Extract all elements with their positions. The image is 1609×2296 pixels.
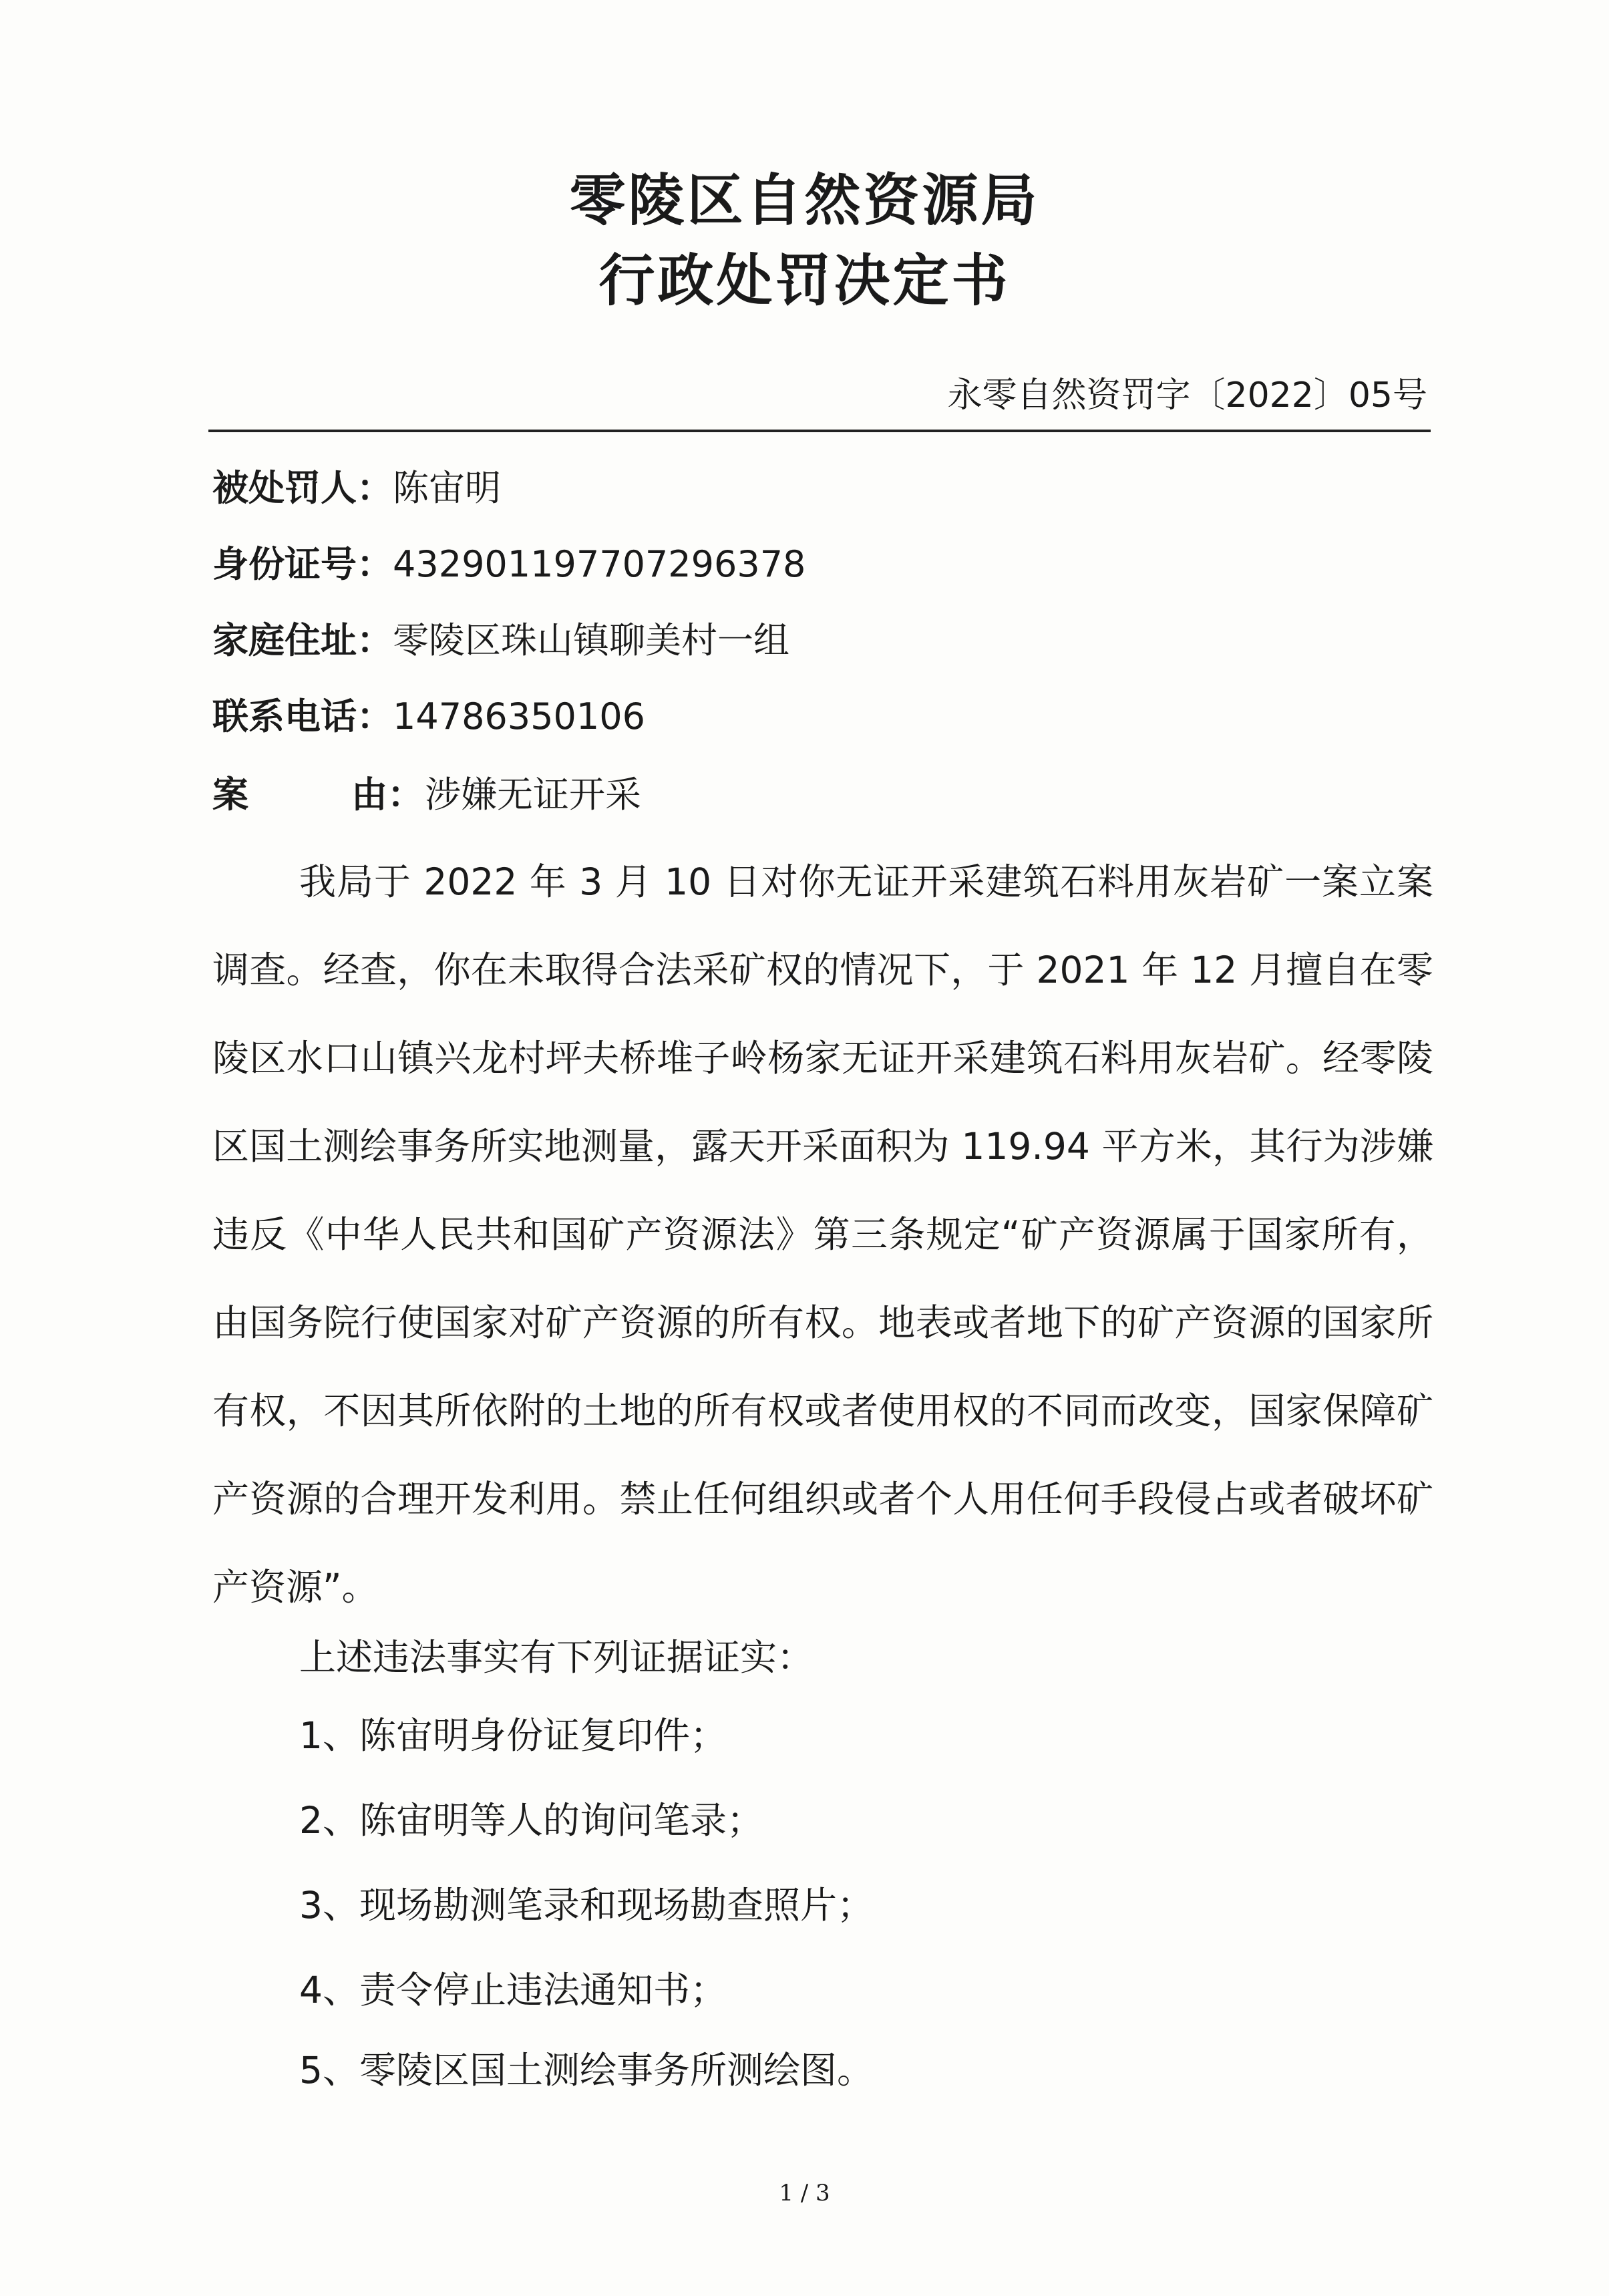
field-value: 14786350106 [393, 695, 645, 737]
field-value: 432901197707296378 [393, 543, 806, 585]
evidence-item: 2、陈宙明等人的询问笔录； [299, 1799, 763, 1842]
field-respondent [212, 467, 501, 509]
field-label: 家庭住址： [212, 619, 393, 661]
field-value: 涉嫌无证开采 [425, 774, 641, 816]
case-reason-label-part-b: 由： [351, 774, 423, 816]
evidence-item: 4、责令停止违法通知书； [299, 1969, 727, 2011]
evidence-item: 5、零陵区国土测绘事务所测绘图。 [299, 2049, 874, 2092]
field-value: 零陵区珠山镇聊美村一组 [393, 619, 789, 661]
page-indicator: 1 / 3 [779, 2180, 830, 2206]
field-label: 被处罚人： [212, 467, 393, 509]
evidence-item: 3、现场勘测笔录和现场勘查照片； [299, 1884, 874, 1927]
field-id-number [212, 543, 806, 585]
field-address [212, 619, 789, 661]
field-case-reason [212, 774, 641, 816]
field-label: 联系电话： [212, 695, 393, 737]
field-label: 身份证号： [212, 543, 393, 585]
document-title: 行政处罚决定书 [598, 247, 1011, 313]
agency-title: 零陵区自然资源局 [569, 167, 1040, 233]
field-phone [212, 695, 645, 737]
header-divider [208, 430, 1431, 432]
case-reason-label [212, 774, 425, 816]
case-reason-label-part-a: 案 [212, 774, 248, 816]
field-value: 陈宙明 [393, 467, 501, 509]
evidence-item: 1、陈宙明身份证复印件； [299, 1714, 727, 1757]
evidence-heading: 上述违法事实有下列证据证实： [299, 1636, 814, 1679]
findings-paragraph: 我局于 2022 年 3 月 10 日对你无证开采建筑石料用灰岩矿一案立案调查。经查，你在未取得合法采矿权的情况下，于 2021 年 12 月擅自在零陵区水口山镇兴龙村坪夫桥堆子岭杨家无证开采建筑石料用灰岩矿。经零陵区国土测绘事务所实地测量，露天开采面积为 119.94 平方米，其行为涉嫌违反《中华人民共和国矿产资源法》第三条规定“矿产资源属于国家所有，由国务院行使国家对矿产资源的所有权。地表或者地下的矿产资源的国家所有权，不因其所依附的土地的所有权或者使用权的不同而改变，国家保障矿产资源的合理开发利用。禁止任何组织或者个人用任何手段侵占或者破坏矿产资源”。 [212, 860, 1433, 1609]
document-number: 永零自然资罚字〔2022〕05号 [947, 375, 1427, 416]
